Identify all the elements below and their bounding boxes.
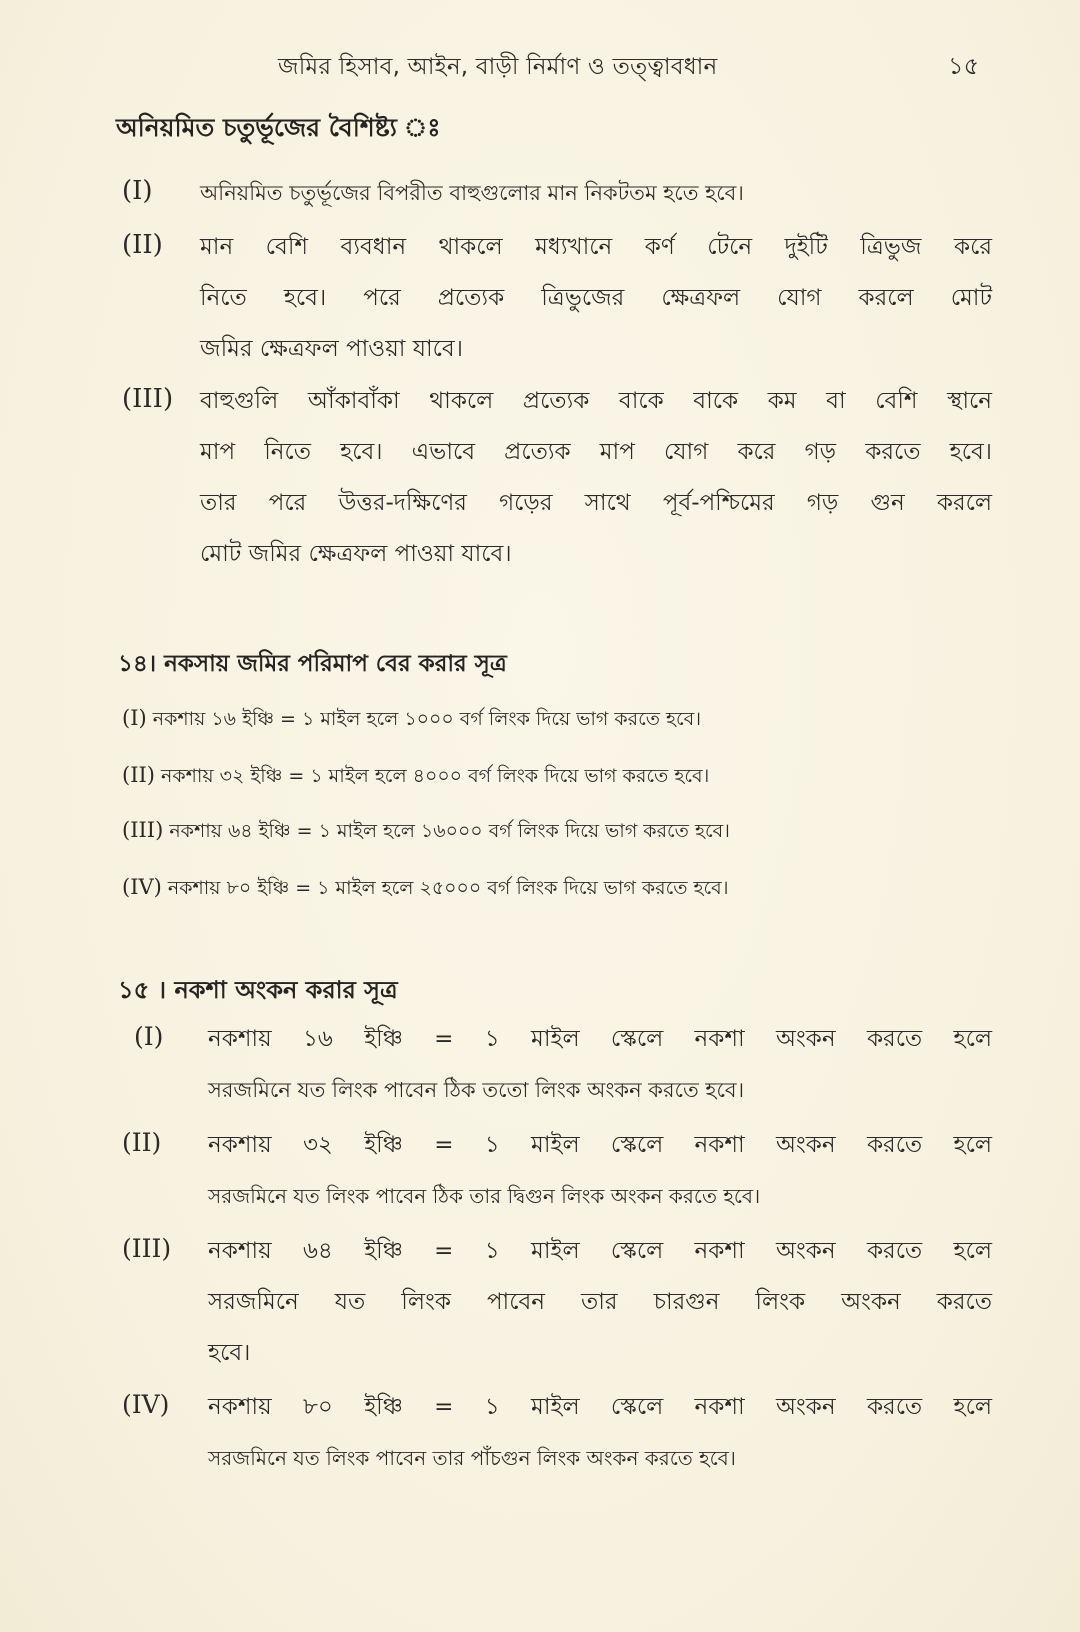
running-header xyxy=(0,48,1080,88)
item-text-line: তার পরে উত্তর-দক্ষিণের গড়ের সাথে পূর্ব-পশ্চিমের গড় গুন করলে xyxy=(200,490,992,516)
item-numeral: (II) xyxy=(122,763,155,787)
item-numeral: (I) xyxy=(134,1022,164,1051)
item-numeral: (III) xyxy=(122,1234,172,1263)
list-item xyxy=(122,705,701,737)
list-item xyxy=(122,874,729,906)
item-text-line: নিতে হবে। পরে প্রত্যেক ত্রিভুজের ক্ষেত্রফল যোগ করলে মোট xyxy=(200,285,992,311)
item-text-line: নকশায় ৮০ ইঞ্চি = ১ মাইল স্কেলে নকশা অংকন করতে হলে xyxy=(208,1394,992,1420)
item-text: নকশায় ৮০ ইঞ্চি = ১ মাইল হলে ২৫০০০ বর্গ লিংক দিয়ে ভাগ করতে হবে। xyxy=(167,877,729,899)
item-text-line: সরজমিনে যত লিংক পাবেন তার পাঁচগুন লিংক অংকন করতে হবে। xyxy=(208,1446,736,1470)
item-text-line: সরজমিনে যত লিংক পাবেন ঠিক তার দ্বিগুন লিংক অংকন করতে হবে। xyxy=(208,1184,761,1208)
item-text: নকশায় ৬৪ ইঞ্চি = ১ মাইল হলে ১৬০০০ বর্গ লিংক দিয়ে ভাগ করতে হবে। xyxy=(169,820,730,842)
list-item xyxy=(122,762,709,794)
item-text-line: সরজমিনে যত লিংক পাবেন তার চারগুন লিংক অংকন করতে xyxy=(208,1289,992,1315)
item-text-line: জমির ক্ষেত্রফল পাওয়া যাবে। xyxy=(200,336,463,362)
section-heading-14: ১৪। নকসায় জমির পরিমাপ বের করার সূত্র xyxy=(118,651,507,677)
section-heading-15: ১৫ । নকশা অংকন করার সূত্র xyxy=(118,976,398,1004)
item-text-line: নকশায় ৬৪ ইঞ্চি = ১ মাইল স্কেলে নকশা অংকন করতে হলে xyxy=(208,1238,992,1264)
item-text-line: নকশায় ৩২ ইঞ্চি = ১ মাইল স্কেলে নকশা অংকন করতে হলে xyxy=(208,1132,992,1158)
page-number: ১৫ xyxy=(948,52,980,80)
item-numeral: (IV) xyxy=(122,1390,170,1419)
item-numeral: (II) xyxy=(122,230,163,260)
item-numeral: (I) xyxy=(122,706,147,730)
item-text-line: মান বেশি ব্যবধান থাকলে মধ্যখানে কর্ণ টেনে দুইটি ত্রিভুজ করে xyxy=(200,234,992,260)
item-text: নকশায় ৩২ ইঞ্চি = ১ মাইল হলে ৪০০০ বর্গ লিংক দিয়ে ভাগ করতে হবে। xyxy=(161,765,710,787)
item-text-line: হবে। xyxy=(208,1340,251,1366)
item-text-line: বাহুগুলি আঁকাবাঁকা থাকলে প্রত্যেক বাকে বাকে কম বা বেশি স্থানে xyxy=(200,388,992,414)
section-heading-irregular-quadrilateral: অনিয়মিত চতুর্ভূজের বৈশিষ্ট্য ঃ xyxy=(116,113,441,142)
item-text-line: সরজমিনে যত লিংক পাবেন ঠিক ততো লিংক অংকন করতে হবে। xyxy=(208,1078,745,1102)
item-numeral: (IV) xyxy=(122,875,162,899)
item-text-line: মোট জমির ক্ষেত্রফল পাওয়া যাবে। xyxy=(200,541,512,567)
item-numeral: (I) xyxy=(122,176,153,206)
item-numeral: (III) xyxy=(122,818,164,842)
item-text-line: অনিয়মিত চতুর্ভূজের বিপরীত বাহুগুলোর মান নিকটতম হতে হবে। xyxy=(200,181,744,205)
item-text-line: মাপ নিতে হবে। এভাবে প্রত্যেক মাপ যোগ করে গড় করতে হবে। xyxy=(200,439,992,465)
list-item xyxy=(122,817,730,849)
running-title: জমির হিসাব, আইন, বাড়ী নির্মাণ ও তত্ত্বাবধান xyxy=(278,54,718,80)
item-numeral: (II) xyxy=(122,1128,162,1157)
item-text: নকশায় ১৬ ইঞ্চি = ১ মাইল হলে ১০০০ বর্গ লিংক দিয়ে ভাগ করতে হবে। xyxy=(152,708,702,730)
item-text-line: নকশায় ১৬ ইঞ্চি = ১ মাইল স্কেলে নকশা অংকন করতে হলে xyxy=(208,1026,992,1052)
item-numeral: (III) xyxy=(122,384,174,414)
